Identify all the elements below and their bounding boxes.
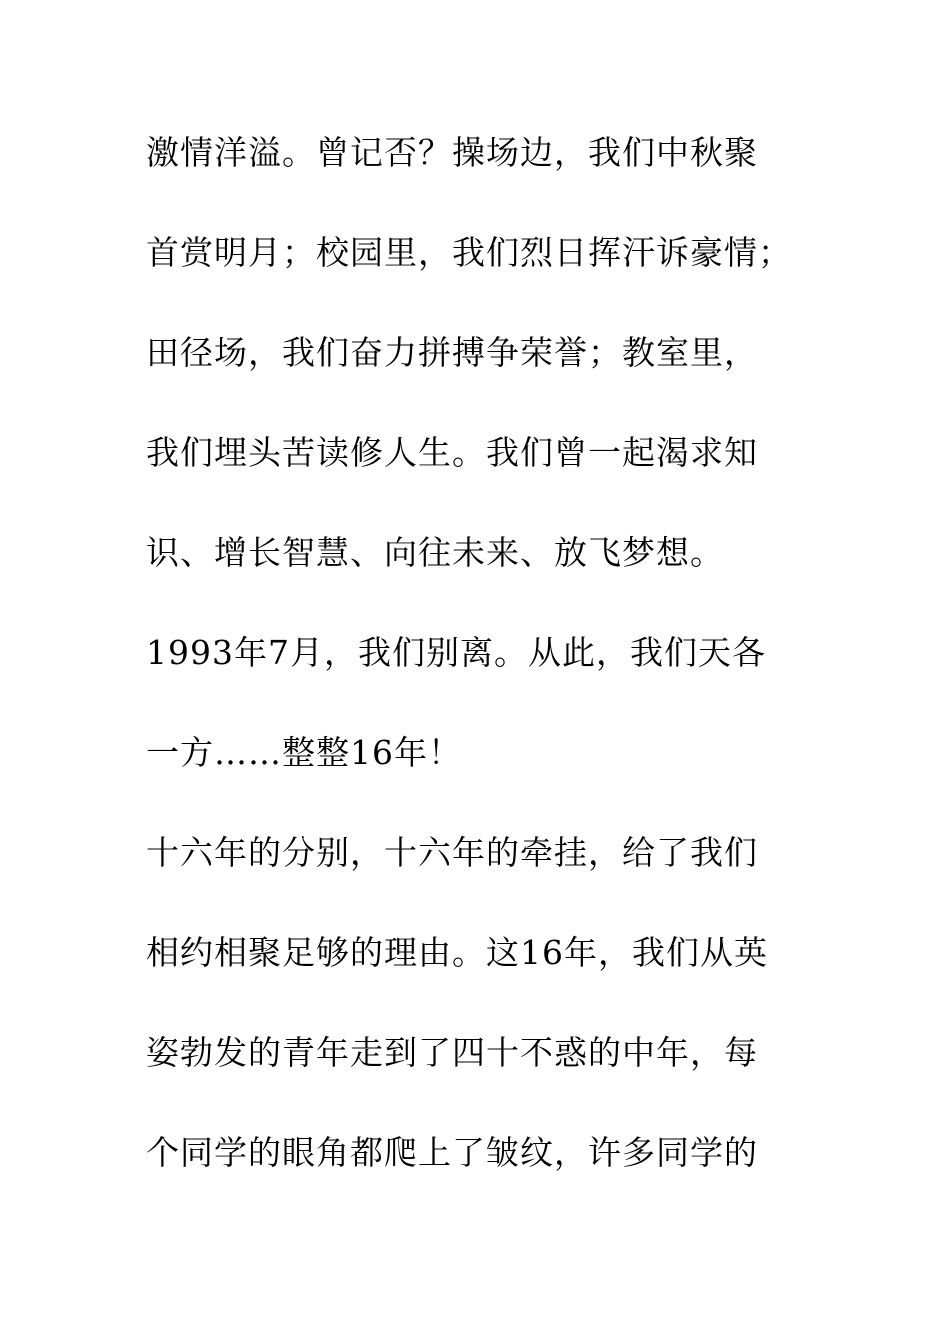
- text-line: 激情洋溢。曾记否？操场边，我们中秋聚: [146, 133, 758, 172]
- text-line: 一方……整整16年！: [146, 733, 462, 772]
- text-line: 十六年的分别，十六年的牵挂，给了我们: [146, 833, 758, 872]
- text-line: 1993年7月，我们别离。从此，我们天各: [146, 633, 766, 672]
- text-line: 我们埋头苦读修人生。我们曾一起渴求知: [146, 433, 758, 472]
- text-line: 首赏明月；校园里，我们烈日挥汗诉豪情；: [146, 233, 792, 272]
- body-text: [146, 128, 826, 1228]
- text-line: 相约相聚足够的理由。这16年，我们从英: [146, 933, 768, 972]
- text-line: 姿勃发的青年走到了四十不惑的中年，每: [146, 1033, 758, 1072]
- text-line: 个同学的眼角都爬上了皱纹，许多同学的: [146, 1133, 758, 1172]
- text-line: 田径场，我们奋力拼搏争荣誉；教室里，: [146, 333, 758, 372]
- text-line: 识、增长智慧、向往未来、放飞梦想。: [146, 533, 724, 572]
